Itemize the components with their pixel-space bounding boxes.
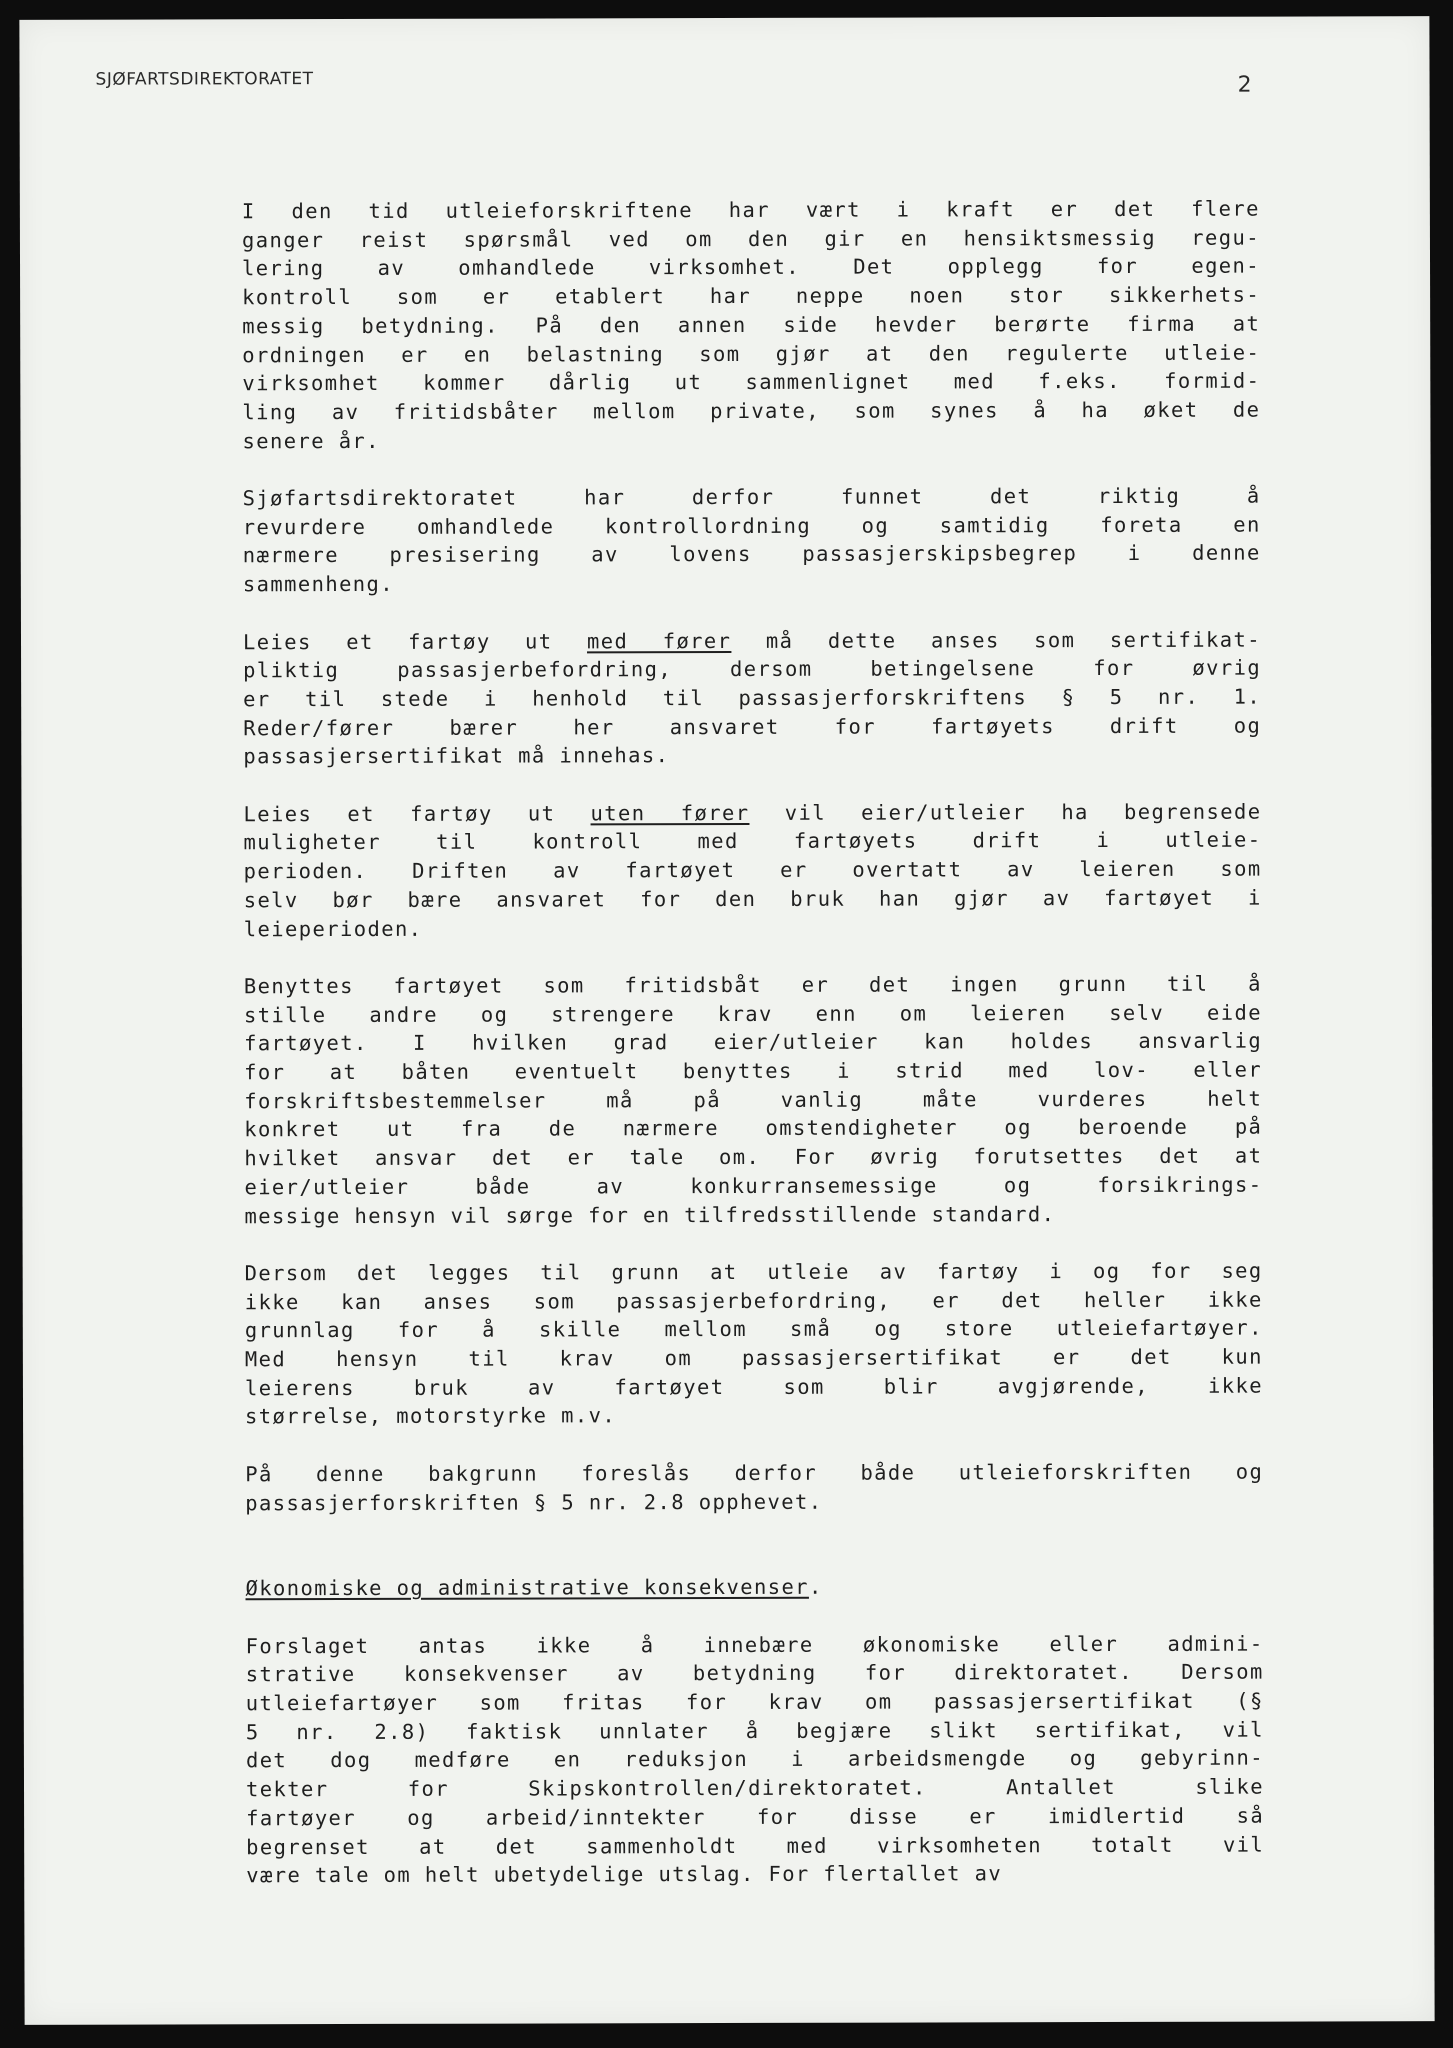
text-line: messige hensyn vil sørge for en tilfredsstillende standard. — [244, 1201, 1056, 1228]
underlined-text: uten fører — [590, 800, 750, 826]
text-line: det dog medføre en reduksjon i arbeidsmengde og gebyrinn- — [245, 1746, 1264, 1773]
document-page — [19, 16, 1434, 2025]
text-line: Sjøfartsdirektoratet har derfor funnet det riktig å — [242, 483, 1261, 511]
text-line: størrelse, motorstyrke m.v. — [245, 1403, 617, 1429]
text-line: forskriftsbestemmelser må på vanlig måte vurderes helt — [244, 1086, 1263, 1113]
text-line: utleiefartøyer som fritas for krav om passasjersertifikat (§ — [245, 1688, 1264, 1716]
text-line: leierens bruk av fartøyet som blir avgjørende, ikke — [244, 1373, 1263, 1401]
text-line: Leies et fartøy ut uten fører vil eier/utleier ha begrensede — [243, 799, 1262, 826]
text-line: passasjersertifikat må innehas. — [243, 743, 670, 769]
text-line: konkret ut fra de nærmere omstendigheter og beroende på — [244, 1115, 1263, 1142]
text-line: Dersom det legges til grunn at utleie av fartøy i og for seg — [244, 1258, 1263, 1286]
text-line: leieperioden. — [243, 916, 423, 941]
letterhead-org: SJØFARTSDIREKTORATET — [95, 69, 314, 90]
text-line: Benyttes fartøyet som fritidsbåt er det ingen grunn til å — [243, 971, 1262, 999]
text-line: perioden. Driften av fartøyet er overtatt av leieren som — [243, 856, 1262, 884]
text-line: På denne bakgrunn foreslås derfor både utleieforskriften og — [245, 1459, 1264, 1487]
text-line: ganger reist spørsmål ved om den gir en hensiktsmessig regu- — [241, 225, 1260, 252]
text-line: kontroll som er etablert har neppe noen stor sikkerhets- — [242, 282, 1261, 310]
text-line: Forslaget antas ikke å innebære økonomiske eller admini- — [245, 1631, 1264, 1658]
text-line: fartøyet. I hvilken grad eier/utleier kan holdes ansvarlig — [244, 1028, 1263, 1056]
text-line: er til stede i henhold til passasjerforskriftens § 5 nr. 1. — [243, 684, 1262, 712]
text-line: stille andre og strengere krav enn om leieren selv eide — [243, 1000, 1263, 1027]
section-heading-suffix: . — [808, 1575, 823, 1600]
text-line: eier/utleier både av konkurransemessige og forsikrings- — [244, 1172, 1263, 1200]
text-line: begrenset at det sammenholdt med virksomheten totalt vil — [246, 1832, 1265, 1859]
text-line: senere år. — [242, 428, 380, 453]
text-line: pliktig passasjerbefordring, dersom betingelsene for øvrig — [243, 655, 1262, 683]
text-line: strative konsekvenser av betydning for direktoratet. Dersom — [245, 1659, 1264, 1687]
text-line: tekter for Skipskontrollen/direktoratet. Antallet slike — [245, 1774, 1265, 1802]
text-line: Med hensyn til krav om passasjersertifikat er det kun — [244, 1344, 1263, 1372]
underlined-text: med fører — [586, 628, 732, 653]
text-line: være tale om helt ubetydelige utslag. For flertallet av — [246, 1861, 1003, 1888]
section-heading-text: Økonomiske og administrative konsekvenser — [245, 1575, 809, 1601]
paragraph — [243, 625, 1261, 771]
paragraph — [245, 1457, 1263, 1517]
text-line: lering av omhandlede virksomhet. Det opplegg for egen- — [241, 254, 1261, 281]
text-line: ordningen er en belastning som gjør at den regulerte utleie- — [242, 340, 1261, 367]
text-line: hvilket ansvar det er tale om. For øvrig forutsettes det at — [244, 1143, 1263, 1171]
text-line: I den tid utleieforskriftene har vært i kraft er det flere — [241, 196, 1260, 224]
paragraph — [245, 1257, 1263, 1432]
text-line: sammenheng. — [242, 571, 395, 597]
text-line: Leies et fartøy ut med fører må dette anses som sertifikat- — [242, 627, 1262, 654]
text-line: Reder/fører bærer her ansvaret for fartøyets drift og — [243, 713, 1262, 740]
text-line: for at båten eventuelt benyttes i strid med lov- eller — [244, 1057, 1263, 1085]
paragraph-list — [242, 195, 1263, 1518]
text-line: messig betydning. På den annen side hevder berørte firma at — [242, 311, 1261, 339]
text-line: selv bør bære ansvaret for den bruk han gjør av fartøyet i — [243, 885, 1262, 913]
paragraph — [244, 970, 1263, 1231]
text-line: ling av fritidsbåter mellom private, som synes å ha øket de — [242, 397, 1261, 425]
text-line: fartøyer og arbeid/inntekter for disse er imidlertid så — [246, 1803, 1265, 1831]
text-line: revurdere omhandlede kontrollordning og samtidig foreta en — [242, 512, 1261, 539]
paragraph — [243, 797, 1261, 943]
text-line: ikke kan anses som passasjerbefordring, er det heller ikke — [244, 1287, 1263, 1314]
page-number: 2 — [1237, 72, 1252, 98]
text-line: 5 nr. 2.8) faktisk unnlater å begjære slikt sertifikat, vil — [245, 1717, 1264, 1745]
paragraph — [243, 482, 1261, 599]
section-heading — [245, 1572, 1263, 1603]
text-line: passasjerforskriften § 5 nr. 2.8 opphevet. — [245, 1489, 823, 1515]
document-body — [242, 195, 1265, 1919]
paragraph — [242, 195, 1261, 456]
text-line: muligheter til kontroll med fartøyets drift i utleie- — [243, 828, 1262, 855]
text-line: nærmere presisering av lovens passasjerskipsbegrep i denne — [242, 541, 1261, 568]
text-line: grunnlag for å skille mellom små og store utleiefartøyer. — [244, 1315, 1263, 1343]
text-line: virksomhet kommer dårlig ut sammenlignet med f.eks. formid- — [242, 368, 1261, 396]
paragraph-consequences — [246, 1629, 1265, 1890]
